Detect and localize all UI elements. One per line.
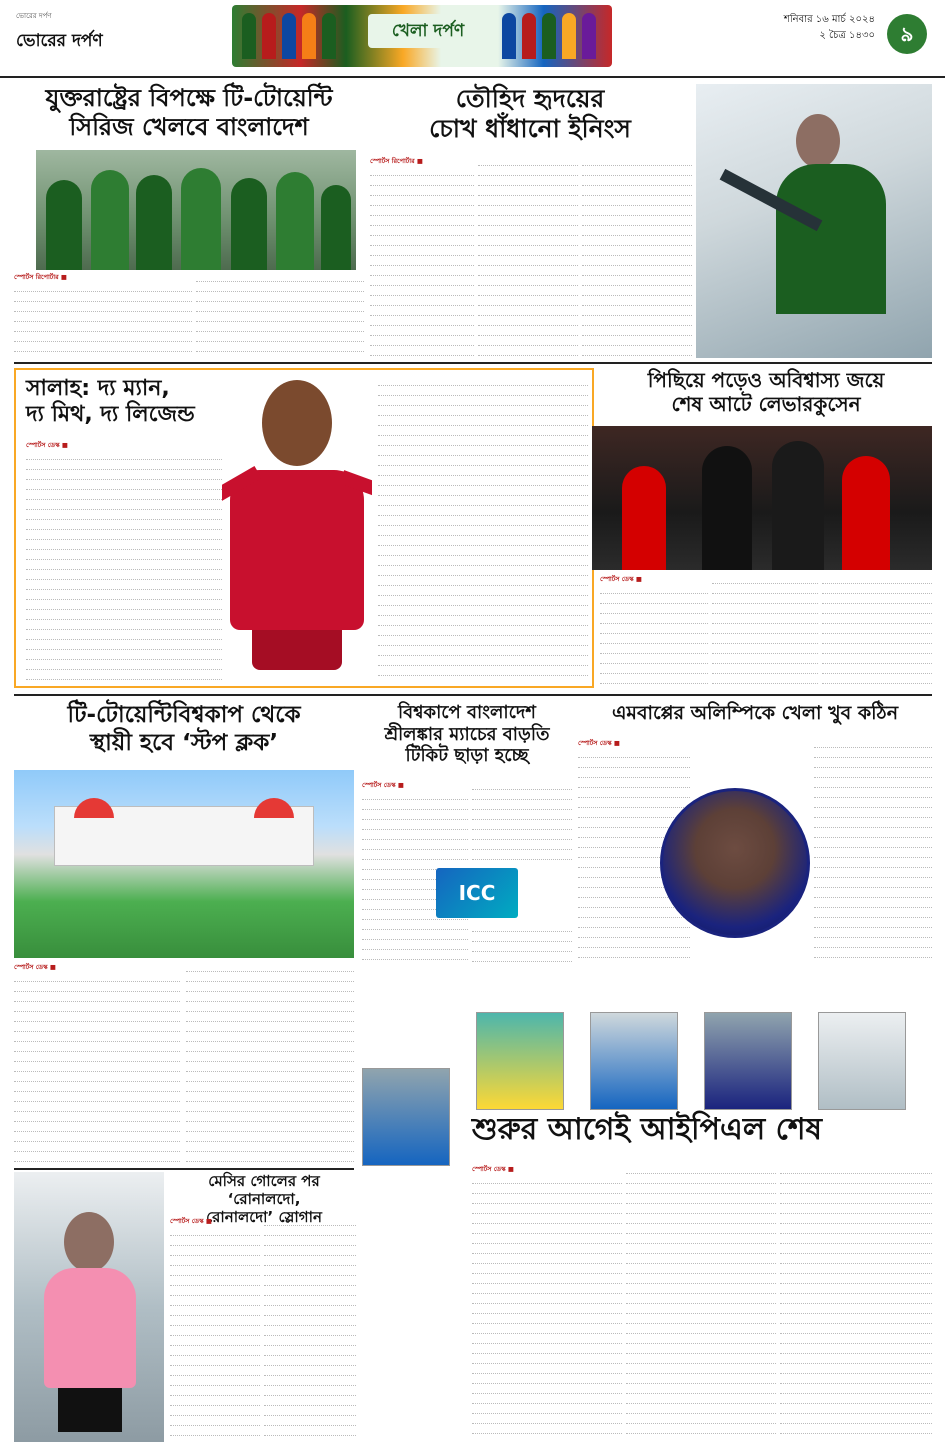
- section-divider: [14, 362, 932, 364]
- banner-player-figure: [322, 13, 336, 59]
- article-headline[interactable]: শুরুর আগেই আইপিএল শেষ: [471, 1112, 823, 1147]
- page-number: ৯: [887, 14, 927, 54]
- ipl-player-thumbnail: [704, 1012, 792, 1110]
- article-stop-clock[interactable]: [14, 702, 354, 757]
- article-body-col2: [478, 156, 578, 358]
- section-divider: [14, 1168, 354, 1170]
- article-headline[interactable]: এমবাপ্পের অলিম্পিকে খেলা খুব কঠিন: [611, 702, 899, 724]
- desk-byline: স্পোর্টস ডেস্ক ■: [26, 441, 68, 449]
- article-body: [14, 962, 180, 1164]
- article-body-col2: [186, 962, 354, 1164]
- article-headline[interactable]: সালাহ: দ্য ম্যান, দ্য মিথ, দ্য লিজেন্ড: [26, 376, 195, 428]
- article-body-col2: [712, 574, 818, 686]
- article-headline[interactable]: মেসির গোলের পর ‘রোনালদো, রোনালদো’ স্লোগান: [206, 1172, 322, 1226]
- bangladesh-team-photo: [36, 150, 356, 270]
- icc-logo: ICC: [436, 868, 518, 918]
- article-body: [370, 156, 474, 358]
- leverkusen-celebration-photo: [592, 426, 932, 570]
- article-ipl[interactable]: [362, 1112, 932, 1148]
- section-divider: [14, 694, 932, 696]
- article-body: [170, 1216, 260, 1442]
- desk-byline: স্পোর্টস ডেস্ক ■: [600, 575, 642, 583]
- date-gregorian: শনিবার ১৬ মার্চ ২০২৪: [783, 14, 875, 25]
- desk-byline: স্পোর্টস ডেস্ক ■: [170, 1217, 212, 1225]
- banner-player-figure: [502, 13, 516, 59]
- banner-player-figure: [542, 13, 556, 59]
- article-body-col2: [626, 1164, 776, 1442]
- masthead-tagline: ভোরের দর্পণ: [16, 12, 52, 20]
- salah-player-photo: [222, 370, 372, 678]
- article-headline[interactable]: বিশ্বকাপে বাংলাদেশ শ্রীলঙ্কার ম্যাচের বাড়তি টিকিট ছাড়া হচ্ছে: [384, 702, 550, 767]
- masthead: [0, 0, 945, 78]
- ipl-player-thumbnail: [476, 1012, 564, 1110]
- banner-player-figure: [242, 13, 256, 59]
- desk-byline: স্পোর্টস ডেস্ক ■: [362, 781, 404, 789]
- mbappe-portrait-photo: [660, 788, 810, 938]
- messi-player-photo: [14, 1172, 164, 1442]
- article-towhid[interactable]: [370, 84, 690, 144]
- banner-player-figure: [282, 13, 296, 59]
- banner-player-figure: [562, 13, 576, 59]
- ipl-player-thumbnail: [590, 1012, 678, 1110]
- paper-name-logo[interactable]: ভোরের দর্পণ: [16, 31, 103, 51]
- article-headline[interactable]: তৌহিদ হৃদয়ের চোখ ধাঁধানো ইনিংস: [429, 84, 631, 143]
- article-body-col2: [378, 376, 588, 684]
- article-mbappe[interactable]: [578, 702, 932, 725]
- towhid-batting-photo: [696, 84, 932, 358]
- article-usa-series[interactable]: [14, 84, 364, 142]
- banner-player-figure: [582, 13, 596, 59]
- article-headline[interactable]: যুক্তরাষ্ট্রের বিপক্ষে টি-টোয়েন্টি সিরিজ খেলবে বাংলাদেশ: [45, 84, 333, 141]
- article-body-col3: [582, 156, 692, 358]
- article-body-col2: [196, 272, 364, 358]
- article-body: [472, 1164, 622, 1442]
- desk-byline: স্পোর্টস রিপোর্টার ■: [14, 273, 67, 281]
- date-bangla: ২ চৈত্র ১৪৩০: [819, 30, 875, 41]
- article-body: [14, 272, 192, 358]
- article-headline[interactable]: পিছিয়ে পড়েও অবিশ্বাস্য জয়ে শেষ আটে লেভারকুসেন: [647, 368, 885, 416]
- article-leverkusen[interactable]: [600, 368, 932, 416]
- ipl-player-thumbnail: [818, 1012, 906, 1110]
- article-body-col2: [814, 738, 932, 962]
- cricket-stadium-photo: [14, 770, 354, 958]
- desk-byline: স্পোর্টস ডেস্ক ■: [472, 1165, 514, 1173]
- article-body-col2: [472, 780, 572, 864]
- desk-byline: স্পোর্টস রিপোর্টার ■: [370, 157, 423, 165]
- desk-byline: স্পোর্টস ডেস্ক ■: [578, 739, 620, 747]
- banner-player-figure: [262, 13, 276, 59]
- article-tickets[interactable]: [362, 702, 572, 767]
- article-headline[interactable]: টি-টোয়েন্টিবিশ্বকাপ থেকে স্থায়ী হবে ‘স্টপ ক্লক’: [67, 702, 301, 756]
- desk-byline: স্পোর্টস ডেস্ক ■: [14, 963, 56, 971]
- banner-player-figure: [522, 13, 536, 59]
- article-body-col3: [822, 574, 932, 686]
- article-body-col2: [264, 1216, 356, 1442]
- article-body: [600, 574, 708, 686]
- banner-player-figure: [302, 13, 316, 59]
- article-body: [26, 440, 222, 684]
- article-body-col3: [780, 1164, 932, 1442]
- section-title: খেলা দর্পণ: [368, 14, 488, 48]
- date-line: [784, 12, 875, 44]
- article-body-col3: [472, 922, 572, 962]
